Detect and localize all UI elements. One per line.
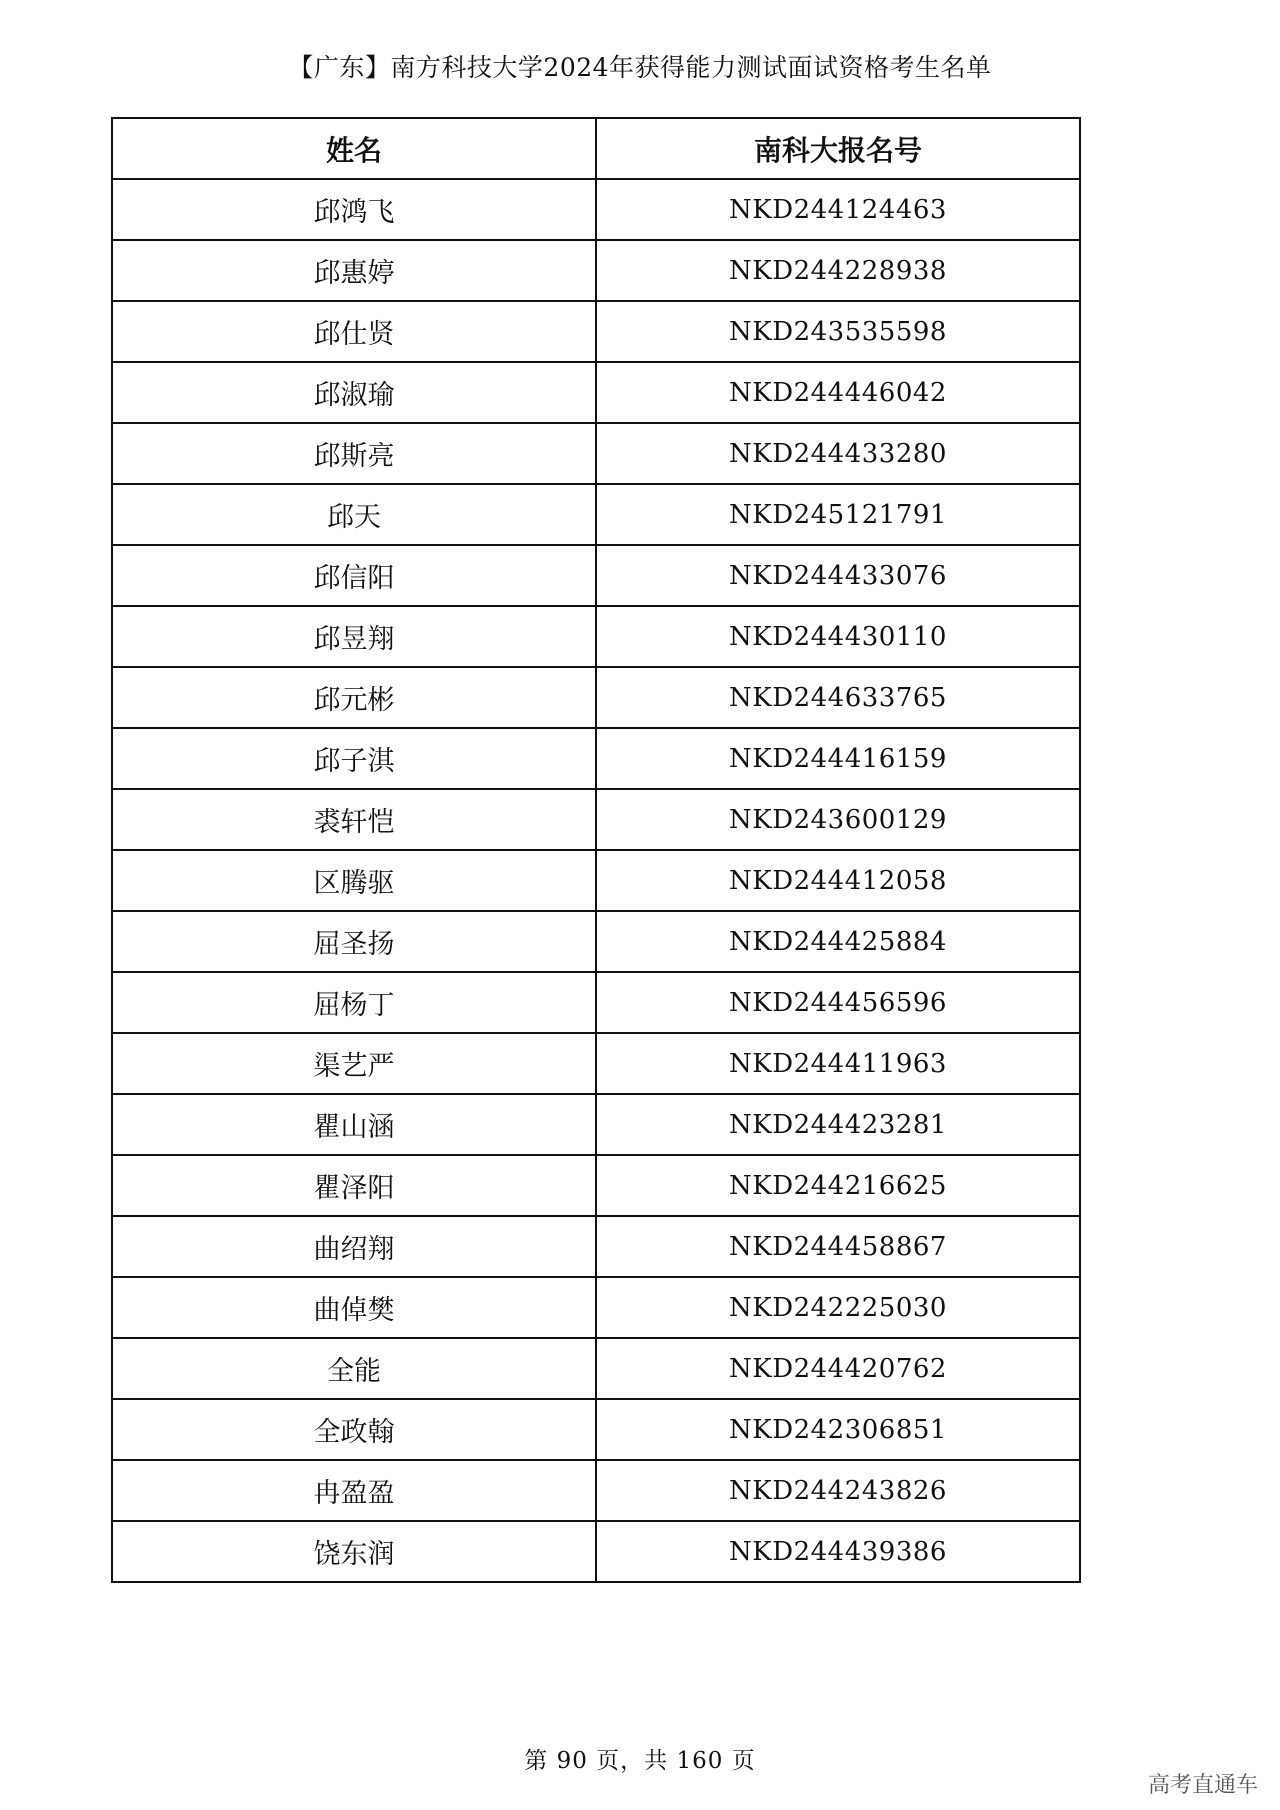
candidate-name-cell: 邱仕贤	[112, 301, 596, 362]
table-row	[112, 1216, 1080, 1277]
registration-number-cell: NKD242225030	[596, 1277, 1080, 1338]
registration-number-cell: NKD244412058	[596, 850, 1080, 911]
table-header-row	[112, 118, 1080, 179]
column-header-registration-number: 南科大报名号	[596, 118, 1080, 179]
table-row	[112, 1094, 1080, 1155]
registration-number-cell: NKD244425884	[596, 911, 1080, 972]
candidate-name-cell: 屈圣扬	[112, 911, 596, 972]
candidate-name-cell: 瞿泽阳	[112, 1155, 596, 1216]
candidate-name-cell: 瞿山涵	[112, 1094, 596, 1155]
registration-number-cell: NKD244458867	[596, 1216, 1080, 1277]
candidate-name-cell: 邱斯亮	[112, 423, 596, 484]
watermark: 高考直通车	[1147, 1773, 1258, 1798]
candidate-name-cell: 全政翰	[112, 1399, 596, 1460]
candidate-name-cell: 屈杨丁	[112, 972, 596, 1033]
candidate-name-cell: 区腾驱	[112, 850, 596, 911]
registration-number-cell: NKD244420762	[596, 1338, 1080, 1399]
table-row	[112, 789, 1080, 850]
candidate-name-cell: 裘轩恺	[112, 789, 596, 850]
registration-number-cell: NKD244456596	[596, 972, 1080, 1033]
candidate-name-cell: 饶东润	[112, 1521, 596, 1582]
registration-number-cell: NKD244433076	[596, 545, 1080, 606]
document-title: 【广东】南方科技大学2024年获得能力测试面试资格考生名单	[288, 53, 992, 82]
table-row	[112, 240, 1080, 301]
table-row	[112, 484, 1080, 545]
candidate-name-cell: 曲倬樊	[112, 1277, 596, 1338]
candidate-name-cell: 冉盈盈	[112, 1460, 596, 1521]
registration-number-cell: NKD244216625	[596, 1155, 1080, 1216]
candidate-name-cell: 邱子淇	[112, 728, 596, 789]
table-row	[112, 911, 1080, 972]
registration-number-cell: NKD244430110	[596, 606, 1080, 667]
registration-number-cell: NKD242306851	[596, 1399, 1080, 1460]
candidate-name-cell: 邱天	[112, 484, 596, 545]
candidate-name-cell: 邱淑瑜	[112, 362, 596, 423]
table-row	[112, 1399, 1080, 1460]
registration-number-cell: NKD244633765	[596, 667, 1080, 728]
table-row	[112, 179, 1080, 240]
table-row	[112, 545, 1080, 606]
registration-number-cell: NKD244411963	[596, 1033, 1080, 1094]
table-row	[112, 423, 1080, 484]
registration-number-cell: NKD244423281	[596, 1094, 1080, 1155]
candidate-name-cell: 曲绍翔	[112, 1216, 596, 1277]
registration-number-cell: NKD244124463	[596, 179, 1080, 240]
registration-number-cell: NKD243535598	[596, 301, 1080, 362]
registration-number-cell: NKD244416159	[596, 728, 1080, 789]
table-row	[112, 1521, 1080, 1582]
registration-number-cell: NKD245121791	[596, 484, 1080, 545]
candidate-name-cell: 邱鸿飞	[112, 179, 596, 240]
table-body	[112, 179, 1080, 1582]
table-row	[112, 1277, 1080, 1338]
candidate-name-cell: 渠艺严	[112, 1033, 596, 1094]
table-row	[112, 301, 1080, 362]
registration-number-cell: NKD244243826	[596, 1460, 1080, 1521]
table-row	[112, 850, 1080, 911]
registration-number-cell: NKD244433280	[596, 423, 1080, 484]
page-number: 第 90 页，共 160 页	[524, 1748, 756, 1774]
registration-number-cell: NKD244439386	[596, 1521, 1080, 1582]
table-row	[112, 1460, 1080, 1521]
registration-number-cell: NKD243600129	[596, 789, 1080, 850]
column-header-name: 姓名	[112, 118, 596, 179]
registration-number-cell: NKD244228938	[596, 240, 1080, 301]
table-row	[112, 667, 1080, 728]
candidate-table	[111, 117, 1081, 1583]
candidate-name-cell: 邱昱翔	[112, 606, 596, 667]
candidate-name-cell: 邱惠婷	[112, 240, 596, 301]
candidate-name-cell: 邱元彬	[112, 667, 596, 728]
table-row	[112, 1155, 1080, 1216]
table-row	[112, 1033, 1080, 1094]
candidate-name-cell: 邱信阳	[112, 545, 596, 606]
table-row	[112, 362, 1080, 423]
candidate-name-cell: 全能	[112, 1338, 596, 1399]
table-row	[112, 728, 1080, 789]
table-row	[112, 972, 1080, 1033]
registration-number-cell: NKD244446042	[596, 362, 1080, 423]
table-row	[112, 1338, 1080, 1399]
table-row	[112, 606, 1080, 667]
